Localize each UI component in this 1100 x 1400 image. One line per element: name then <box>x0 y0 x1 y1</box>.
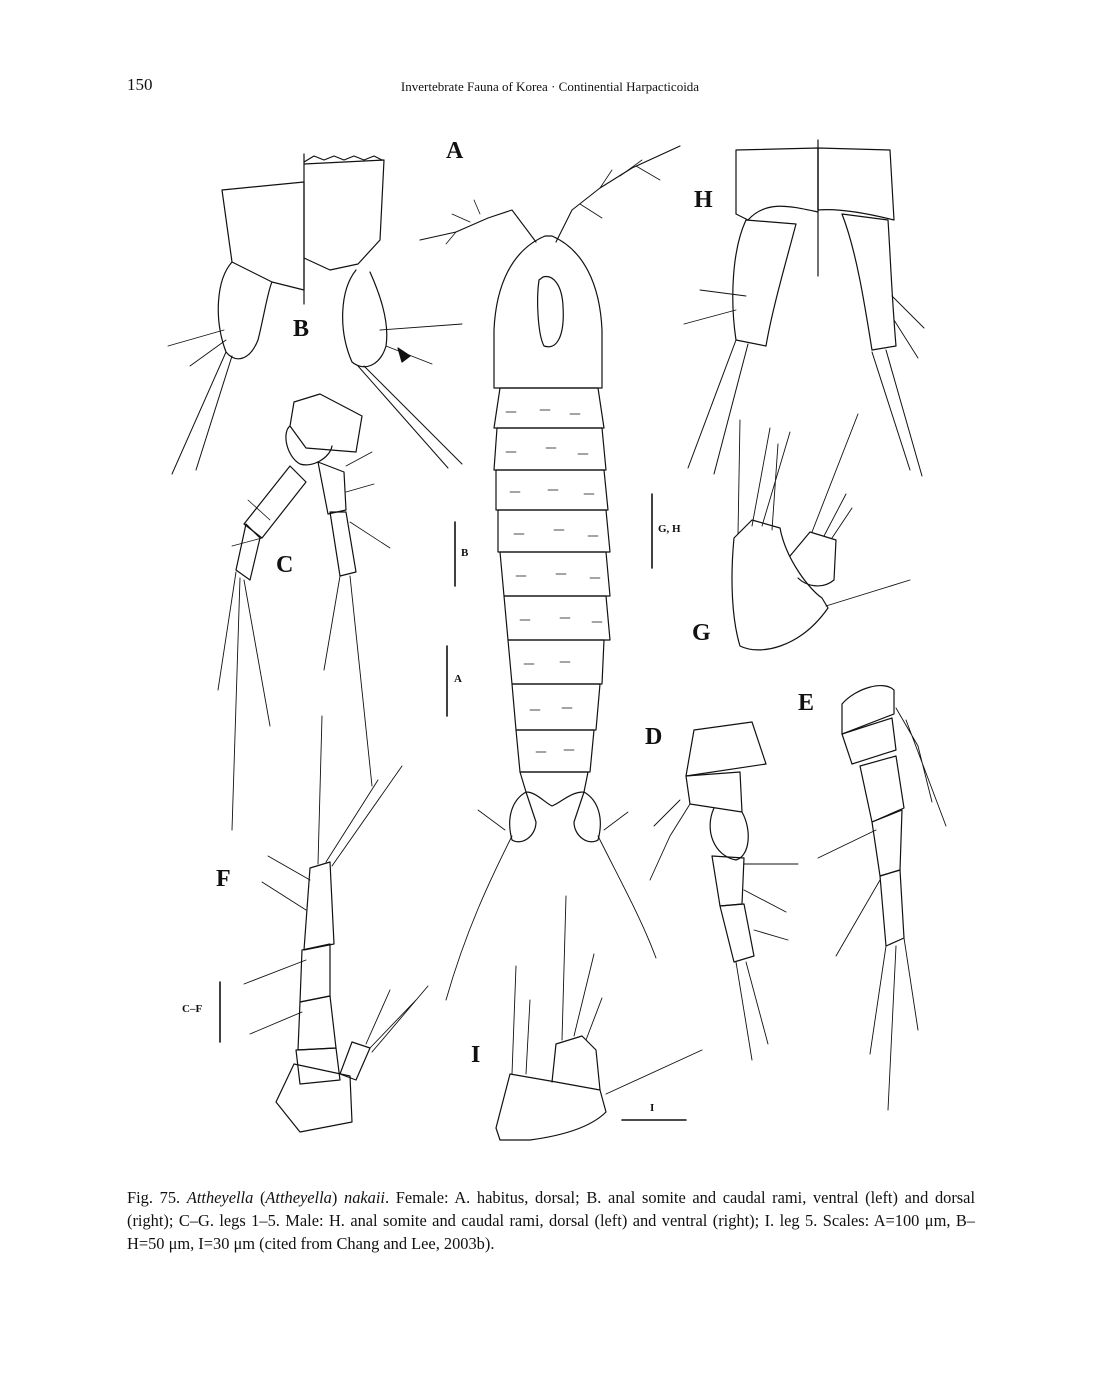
caption-text: . Female: A. habitus, dorsal; B. anal somite and caudal rami, ventral (left) and dorsal (right); C–G. legs 1–5. Male: H. anal somite and caudal rami, dorsal (left) and ventral (right); I. leg 5. Scales: A=100 μm, B–H=50 μm, I=30 μm (cited from Chang and Lee, 2003b). <box>127 1188 976 1253</box>
drawing-leg-3 <box>818 686 946 1110</box>
panel-label-d: D <box>645 724 663 750</box>
drawing-anal-somite-female <box>168 154 462 474</box>
scale-label-i: I <box>650 1102 655 1114</box>
scale-label-gh: G, H <box>658 523 681 535</box>
caption-genus: Attheyella <box>186 1188 254 1207</box>
drawing-leg-2 <box>650 722 798 1060</box>
scale-bars <box>220 494 686 1120</box>
panel-label-c: C <box>276 552 294 578</box>
scale-label-cf: C–F <box>182 1003 203 1015</box>
panel-label-g: G <box>692 620 711 646</box>
drawing-leg-5-male <box>496 896 702 1140</box>
running-header: Invertebrate Fauna of Korea · Continential Harpacticoida <box>400 79 700 94</box>
caption-species: nakaii <box>344 1188 385 1207</box>
drawing-leg-1 <box>218 394 390 830</box>
drawing-leg-4 <box>244 716 428 1132</box>
panel-label-a: A <box>446 138 464 164</box>
panel-label-e: E <box>798 690 815 716</box>
drawing-habitus-dorsal <box>420 146 680 1000</box>
caption-fig-label: Fig. 75. <box>127 1188 181 1207</box>
scale-label-b: B <box>461 547 469 559</box>
caption-subgenus: Attheyella <box>265 1188 332 1207</box>
panel-label-f: F <box>216 866 231 892</box>
scale-label-a: A <box>454 673 462 685</box>
drawing-leg-5-female <box>732 414 910 650</box>
panel-label-i: I <box>471 1042 481 1068</box>
figure-caption: Fig. 75. Attheyella (Attheyella) nakaii. Female: A. habitus, dorsal; B. anal somite and caudal rami, ventral (left) and dorsal (right); C–G. legs 1–5. Male: H. anal somite and caudal rami, dorsal (left) and ventral (right); I. leg 5. Scales: A=100 μm, B–H=50 μm, I=30 μm (cited from Chang and Lee, 2003b). <box>127 1188 976 1253</box>
page-number: 150 <box>127 75 153 94</box>
drawing-anal-somite-male <box>684 140 924 476</box>
panel-label-h: H <box>694 187 713 213</box>
panel-label-b: B <box>293 316 310 342</box>
